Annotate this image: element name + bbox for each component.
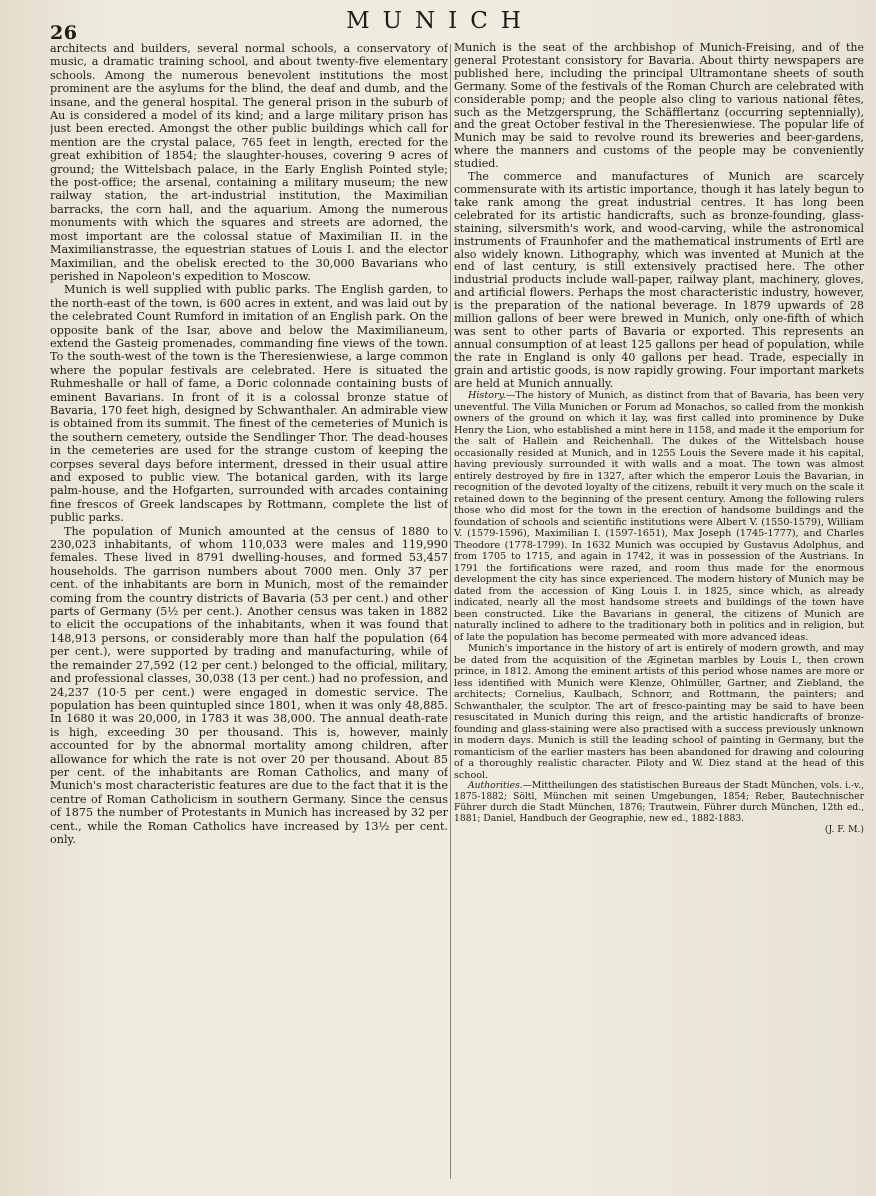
column-divider: [450, 44, 451, 1179]
running-head: MUNICH: [346, 8, 534, 34]
right-column: [454, 42, 864, 1192]
paragraph-parks: Munich is well supplied with public parks. The English garden, to the north-east of the town, is 600 acres in extent, and was laid out by the celebrated Count Rumford in imitation of an English park. On the opposite bank of the Isar, above and below the Maximilianeum, extend the Gasteig promenades, commanding fine views of the town. To the south-west of the town is the Theresienwiese, a large common where the popular festivals are celebrated. Here is situated the Ruhmeshalle or hall of fame, a Doric colonnade containing busts of eminent Bavarians. In front of it is a colossal bronze statue of Bavaria, 170 feet high, designed by Schwanthaler. An admirable view is obtained from its summit. The finest of the cemeteries of Munich is the southern cemetery, outside the Sendlinger Thor. The dead-houses in the cemeteries are used for the strange custom of keeping the corpses several days before interment, dressed in their usual attire and exposed to public view. The botanical garden, with its large palm-house, and the Hofgarten, surrounded with arcades containing fine frescos of Greek landscapes by Rottmann, complete the list of public parks.: [50, 283, 448, 525]
author-signature: (J. F. M.): [824, 824, 864, 836]
paragraph-population: The population of Munich amounted at the census of 1880 to 230,023 inhabitants, of whom 110,033 were males and 119,990 females. These lived in 8791 dwelling-houses, and formed 53,457 households. The garrison numbers about 7000 men. Only 37 per cent. of the inhabitants are born in Munich, most of the remainder coming from the country districts of Bavaria (53 per cent.) and other parts of Germany (5½ per cent.). Another census was taken in 1882 to elicit the occupations of the inhabitants, when it was found that 148,913 persons, or considerably more than half the population (64 per cent.), were supported by trading and manufacturing, while of the remainder 27,592 (12 per cent.) belonged to the official, military, and professional classes, 30,038 (13 per cent.) had no profession, and 24,237 (10·5 per cent.) were engaged in domestic service. The population has been quintupled since 1801, when it was only 48,885. In 1680 it was 20,000, in 1783 it was 38,000. The annual death-rate is high, exceeding 30 per thousand. This is, however, mainly accounted for by the abnormal mortality among children, after allowance for which the rate is not over 20 per thousand. About 85 per cent. of the inhabitants are Roman Catholics, and many of Munich's most characteristic features are due to the fact that it is the centre of Roman Catholicism in southern Germany. Since the census of 1875 the number of Protestants in Munich has increased by 32 per cent., while the Roman Catholics have increased by 13½ per cent. only.: [50, 524, 448, 846]
history-text: —The history of Munich, as distinct from that of Bavaria, has been very uneventful. The Villa Munichen or Forum ad Monachos, so called from the monkish owners of the ground on which it lay, was first called into prominence by Duke Henry the Lion, who established a mint here in 1158, and made it the emporium for the salt of Hallein and Reichenhall. The dukes of the Wittelsbach house occasionally resided at Munich, and in 1255 Louis the Severe made it his capital, having previously surrounded it with walls and a moat. The town was almost entirely destroyed by fire in 1327, after which the emperor Louis the Bavarian, in recognition of the devoted loyalty of the citizens, rebuilt it very much on the scale it retained down to the beginning of the present century. Among the following rulers those who did most for the town in the erection of handsome buildings and the foundation of schools and scientific institutions were Albert V. (1550-1579), William V. (1579-1596), Maximilian I. (1597-1651), Max Joseph (1745-1777), and Charles Theodore (1778-1799). In 1632 Munich was occupied by Gustavus Adolphus, and from 1705 to 1715, and again in 1742, it was in possession of the Austrians. In 1791 the fortifications were razed, and room thus made for the enormous development the city has since experienced. The modern history of Munich may be dated from the accession of King Louis I. in 1825, since which, as already indicated, nearly all the most handsome streets and buildings of the town have been constructed. Like the Bavarians in general, the citizens of Munich are naturally inclined to adhere to the traditionary both in politics and in religion, but of late the population has become permeated with more advanced ideas.: [454, 390, 864, 643]
authorities-text: —Mittheilungen des statistischen Bureaus der Stadt München, vols. i.-v., 1875-1882; Söltl, München mit seinen Umgebungen, 1854; Reber, Bautechnischer Führer durch die Stadt München, 1876; Trautwein, Führer durch München, 12th ed., 1881; Daniel, Handbuch der Geographie, new ed., 1882-1883.: [454, 780, 864, 825]
paragraph-religion: Munich is the seat of the archbishop of Munich-Freising, and of the general Protestant consistory for Bavaria. About thirty newspapers are published here, including the principal Ultramontane sheets of south Germany. Some of the festivals of the Roman Church are celebrated with considerable pomp; and the people also cling to various national fêtes, such as the Metzgersprung, the Schäfflertanz (occurring septennially), and the great October festival in the Theresienwiese. The popular life of Munich may be said to revolve round its breweries and beer-gardens, where the manners and customs of the people may be conveniently studied.: [454, 42, 864, 171]
history-heading: History.: [468, 390, 506, 402]
paragraph-history: [454, 390, 864, 643]
page-number: 26: [50, 22, 78, 44]
paragraph-buildings: architects and builders, several normal schools, a conservatory of music, a dramatic training school, and about twenty-five elementary schools. Among the numerous benevolent institutions the most prominent are the asylums for the blind, the deaf and dumb, and the insane, and the general hospital. The general prison in the suburb of Au is considered a model of its kind; and a large military prison has just been erected. Amongst the other public buildings which call for mention are the crystal palace, 765 feet in length, erected for the great exhibition of 1854; the slaughter-houses, covering 9 acres of ground; the Wittelsbach palace, in the Early English Pointed style; the post-office; the arsenal, containing a military museum; the new railway station, the art-industrial institution, the Maximilian barracks, the corn hall, and the aquarium. Among the numerous monuments with which the squares and streets are adorned, the most important are the colossal statue of Maximilian II. in the Maximilianstrasse, the equestrian statues of Louis I. and the elector Maximilian, and the obelisk erected to the 30,000 Bavarians who perished in Napoleon's expedition to Moscow.: [50, 42, 448, 283]
paragraph-art: Munich's importance in the history of art is entirely of modern growth, and may be dated from the acquisition of the Æginetan marbles by Louis I., then crown prince, in 1812. Among the eminent artists of this period whose names are more or less identified with Munich were Klenze, Ohlmüller, Gartner, and Ziebland, the architects; Cornelius, Kaulbach, Schnorr, and Rottmann, the painters; and Schwanthaler, the sculptor. The art of fresco-painting may be said to have been resuscitated in Munich during this reign, and the artistic handicrafts of bronze-founding and glass-staining were also practised with a success previously unknown in modern days. Munich is still the leading school of painting in Germany, but the romanticism of the earlier masters has been abandoned for drawing and colouring of a thoroughly realistic character. Piloty and W. Diez stand at the head of this school.: [454, 643, 864, 781]
paragraph-authorities: [454, 781, 864, 836]
paragraph-commerce: The commerce and manufactures of Munich are scarcely commensurate with its artistic importance, though it has lately begun to take rank among the great industrial centres. It has long been celebrated for its artistic handicrafts, such as bronze-founding, glass-staining, silversmith's work, and wood-carving, while the astronomical instruments of Fraunhofer and the mathematical instruments of Ertl are also widely known. Lithography, which was invented at Munich at the end of last century, is still extensively practised here. The other industrial products include wall-paper, railway plant, machinery, gloves, and artificial flowers. Perhaps the most characteristic industry, however, is the preparation of the national beverage. In 1879 upwards of 28 million gallons of beer were brewed in Munich, only one-fifth of which was sent to other parts of Bavaria or exported. This represents an annual consumption of at least 125 gallons per head of population, while the rate in England is only 40 gallons per head. Trade, especially in grain and artistic goods, is now rapidly growing. Four important markets are held at Munich annually.: [454, 170, 864, 390]
authorities-heading: Authorities.: [468, 780, 523, 792]
left-column: [50, 42, 448, 1192]
